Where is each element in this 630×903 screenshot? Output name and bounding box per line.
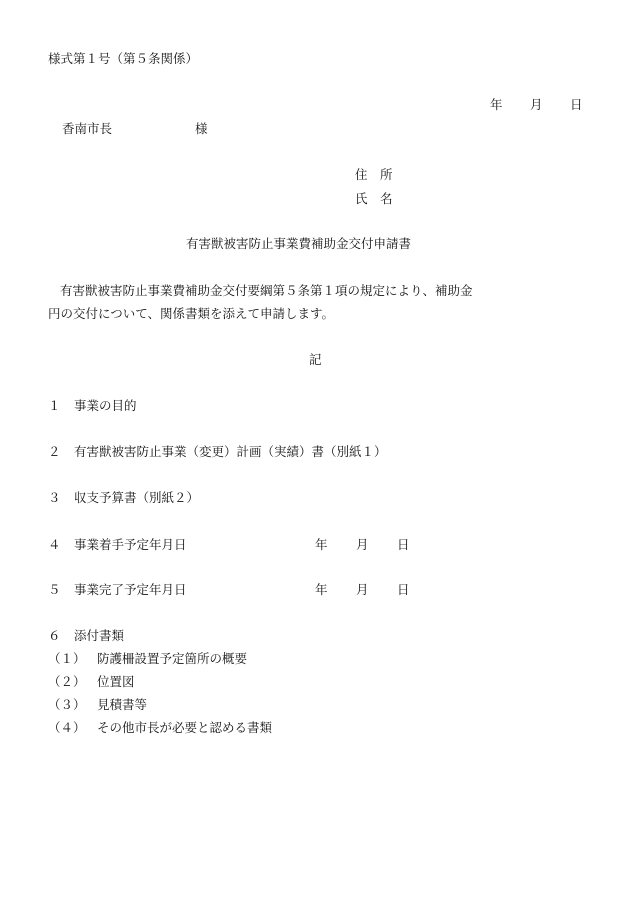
item-4-year: 年 (315, 537, 328, 552)
addressee-name: 香南市長 (62, 121, 113, 136)
attachment-2-number: （２） (48, 674, 86, 689)
form-number: 様式第１号（第５条関係） (48, 51, 199, 66)
date-year-label: 年 (490, 97, 503, 112)
body-line-2: 円の交付について、関係書類を添えて申請します。 (48, 306, 335, 321)
date-month-label: 月 (530, 97, 543, 112)
item-1-number: １ (48, 398, 61, 413)
item-5-text: 事業完了予定年月日 (74, 582, 187, 597)
item-4-text: 事業着手予定年月日 (74, 537, 187, 552)
address-label: 住 所 (355, 167, 393, 182)
addressee-honorific: 様 (195, 121, 208, 136)
item-4-day: 日 (397, 537, 410, 552)
item-5-month: 月 (356, 582, 369, 597)
item-6-text: 添付書類 (74, 628, 125, 643)
attachment-4-number: （４） (48, 720, 86, 735)
item-5-year: 年 (315, 582, 328, 597)
item-6-number: ６ (48, 628, 61, 643)
item-2-number: ２ (48, 444, 61, 459)
item-4-month: 月 (356, 537, 369, 552)
item-3-text: 収支予算書（別紙２） (74, 490, 200, 505)
attachment-3-number: （３） (48, 697, 86, 712)
attachment-1-number: （１） (48, 651, 86, 666)
date-day-label: 日 (570, 97, 583, 112)
item-2-text: 有害獣被害防止事業（変更）計画（実績）書（別紙１） (74, 444, 387, 459)
attachment-4-text: その他市長が必要と認める書類 (97, 720, 273, 735)
attachment-1-text: 防護柵設置予定箇所の概要 (97, 651, 248, 666)
item-5-number: ５ (48, 582, 61, 597)
item-1-text: 事業の目的 (74, 398, 137, 413)
item-4-number: ４ (48, 537, 61, 552)
item-3-number: ３ (48, 490, 61, 505)
name-label: 氏 名 (355, 191, 393, 206)
document-title: 有害獣被害防止事業費補助金交付申請書 (186, 236, 412, 251)
item-5-day: 日 (397, 582, 410, 597)
ki-marker: 記 (309, 352, 322, 367)
attachment-3-text: 見積書等 (97, 697, 148, 712)
attachment-2-text: 位置図 (97, 674, 135, 689)
body-line-1: 有害獣被害防止事業費補助金交付要綱第５条第１項の規定により、補助金 (60, 283, 473, 298)
